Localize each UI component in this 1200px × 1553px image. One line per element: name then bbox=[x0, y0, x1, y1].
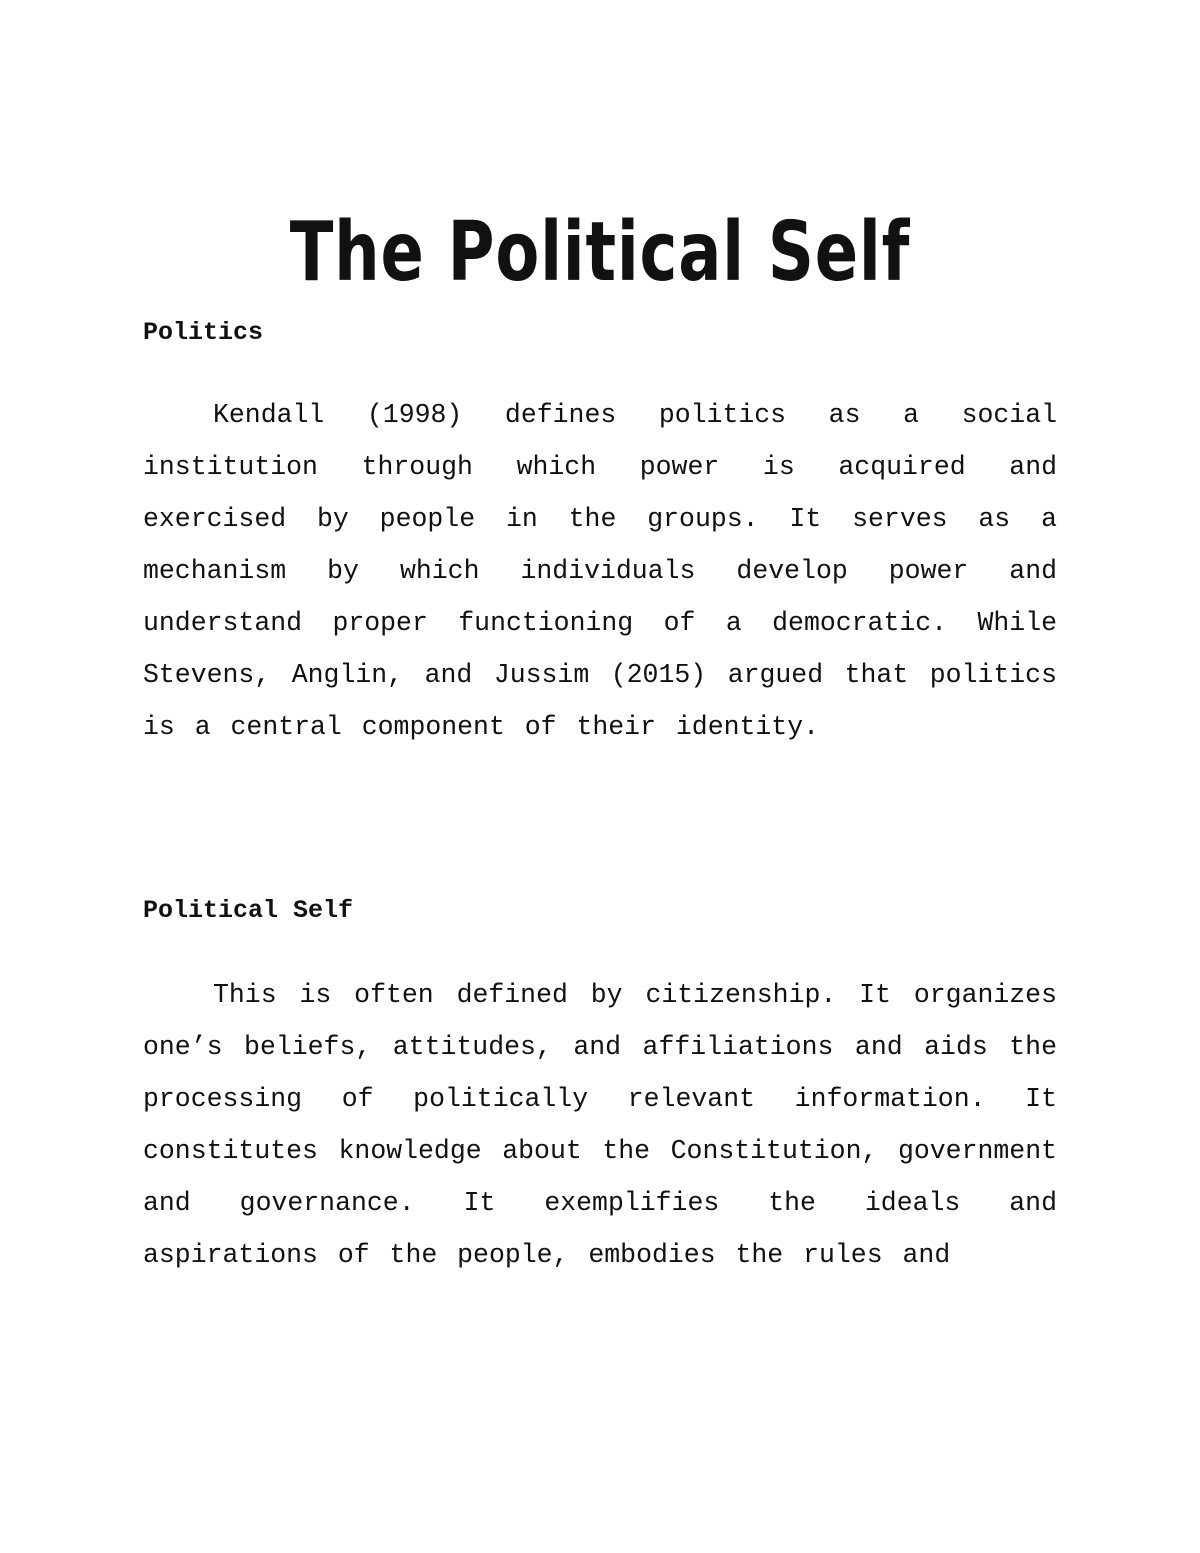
section-paragraph: This is often defined by citizenship. It organizes one’s beliefs, attitudes, and affiliations and aids the processing of politically relevant information. It constitutes knowledge about the Constitution, government and governance. It exemplifies the ideals and aspirations of the people, embodies the rules and bbox=[143, 980, 1057, 1270]
document-title: The Political Self bbox=[289, 204, 911, 300]
section-political-self bbox=[143, 896, 1057, 1281]
section-heading: Political Self bbox=[143, 896, 354, 925]
section-paragraph: Kendall (1998) defines politics as a social institution through which power is acquired and exercised by people in the groups. It serves as a mechanism by which individuals develop power and understand proper functioning of a democratic. While Stevens, Anglin, and Jussim (2015) argued that politics is a central component of their identity. bbox=[143, 400, 1057, 742]
section-heading: Politics bbox=[143, 318, 264, 347]
section-politics bbox=[143, 318, 1057, 753]
